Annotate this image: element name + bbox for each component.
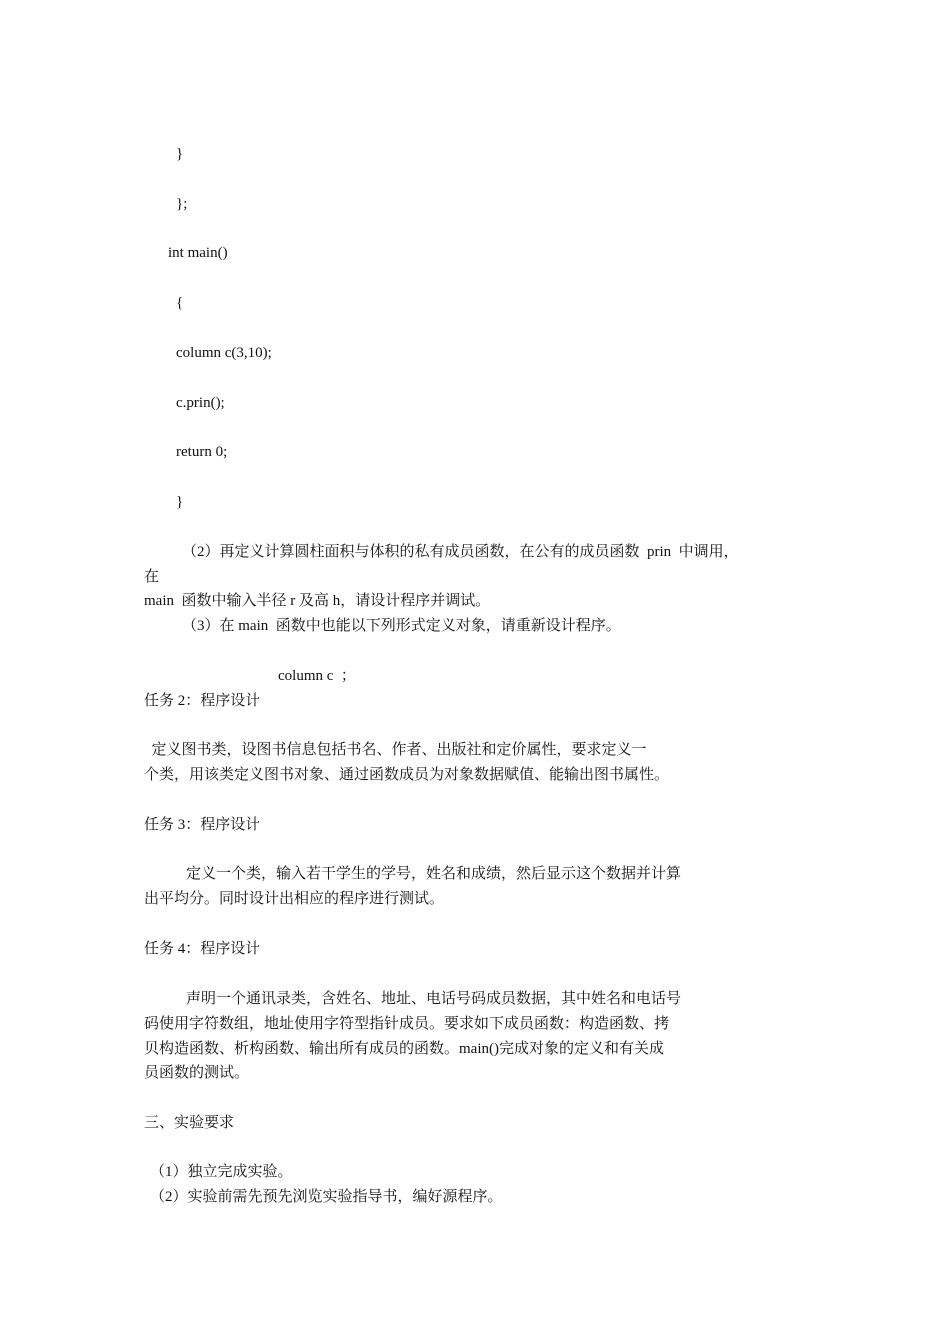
task1-step3-code: column c ； xyxy=(278,668,356,684)
task4-line3: 贝构造函数、析构函数、输出所有成员的函数。main()完成对象的定义和有关成 xyxy=(144,1041,664,1057)
requirement-2: （2）实验前需先预先浏览实验指导书，编好源程序。 xyxy=(150,1189,503,1205)
code-close-class: }; xyxy=(176,196,188,212)
code-main-signature: int main() xyxy=(168,245,228,261)
task1-step2-line1: （2）再定义计算圆柱面积与体积的私有成员函数，在公有的成员函数 prin 中调用， xyxy=(182,544,739,560)
task1-step3-line1: （3）在 main 函数中也能以下列形式定义对象，请重新设计程序。 xyxy=(182,618,621,634)
requirement-1: （1）独立完成实验。 xyxy=(150,1164,293,1180)
task2-line1: 定义图书类，设图书信息包括书名、作者、出版社和定价属性，要求定义一 xyxy=(144,742,647,758)
code-object-declaration: column c(3,10); xyxy=(176,345,272,361)
task2-line2: 个类，用该类定义图书对象、通过函数成员为对象数据赋值、能输出图书属性。 xyxy=(144,767,670,783)
task3-heading: 任务 3：程序设计 xyxy=(144,817,261,833)
task4-line4: 员函数的测试。 xyxy=(144,1065,250,1081)
code-open-brace: { xyxy=(176,295,184,311)
code-close-brace: } xyxy=(176,146,184,162)
task4-line2: 码使用字符数组，地址使用字符型指针成员。要求如下成员函数：构造函数、拷 xyxy=(144,1016,670,1032)
code-close-brace-main: } xyxy=(176,494,184,510)
task1-step2-line3: main 函数中输入半径 r 及高 h，请设计程序并调试。 xyxy=(144,593,491,609)
task3-line2: 出平均分。同时设计出相应的程序进行测试。 xyxy=(144,891,445,907)
task2-heading: 任务 2：程序设计 xyxy=(144,693,261,709)
code-method-call: c.prin(); xyxy=(176,395,225,411)
task4-line1: 声明一个通讯录类，含姓名、地址、电话号码成员数据，其中姓名和电话号 xyxy=(186,991,682,1007)
task4-heading: 任务 4：程序设计 xyxy=(144,941,261,957)
task3-line1: 定义一个类，输入若干学生的学号，姓名和成绩，然后显示这个数据并计算 xyxy=(186,866,682,882)
section3-heading: 三、实验要求 xyxy=(144,1115,235,1131)
task1-step2-line2: 在 xyxy=(144,569,160,585)
code-return: return 0; xyxy=(176,444,228,460)
